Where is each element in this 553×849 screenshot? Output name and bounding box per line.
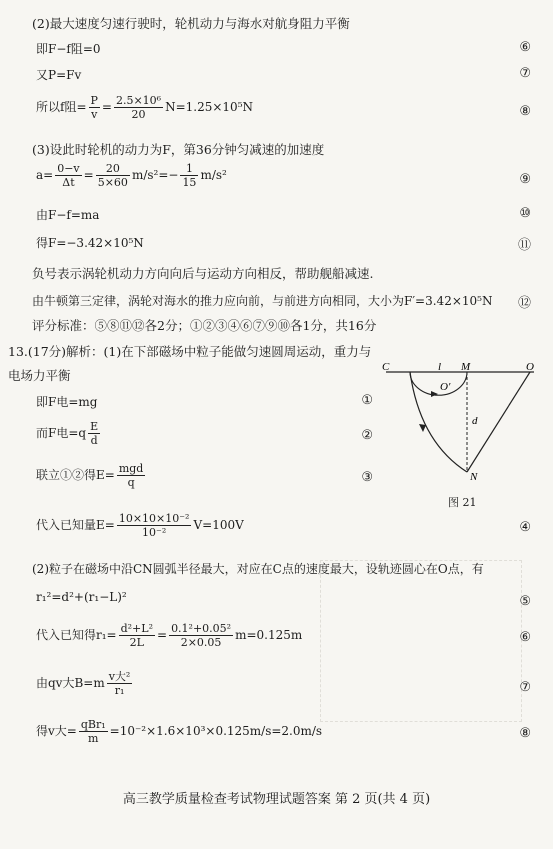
q6-result: m=0.125m: [235, 628, 303, 642]
q-number-5: ⑤: [519, 594, 531, 609]
q-eq-5: r₁²=d²+(r₁−L)²: [36, 590, 127, 604]
fig-label-O: O: [526, 362, 534, 373]
eq-12: 由牛顿第三定律，涡轮对海水的推力应向前，与前进方向相同，大小为F′=3.42×10⁵N: [32, 294, 493, 308]
eq-11: 得F=−3.42×10⁵N: [36, 236, 144, 250]
q3-prefix: 联立①②得E=: [36, 468, 115, 482]
q7-frac: [107, 670, 133, 697]
fig-label-N: N: [470, 471, 478, 483]
q-eq-1: 即F电=mg: [36, 395, 98, 409]
q-eq-4: [36, 512, 244, 539]
large-arc-CN: [410, 372, 467, 472]
q4-result: V=100V: [193, 518, 244, 532]
fig-label-C: C: [382, 362, 390, 373]
q2-prefix: 而F电=q: [36, 426, 87, 440]
eq9-prefix: a=: [36, 168, 54, 182]
q-part2: (2)粒子在磁场中沿CN圆弧半径最大，对应在C点的速度最大，设轨迹圆心在O点，有: [32, 562, 484, 576]
figure-21: [380, 362, 540, 502]
q-eq-8: [36, 718, 322, 745]
q3-num: mgd: [118, 462, 144, 475]
fig-label-Oprime: O′: [440, 381, 451, 393]
eq9-d2: 5×60: [97, 176, 128, 189]
eq-number-6: ⑥: [519, 40, 531, 55]
eq-number-10: ⑩: [519, 206, 531, 221]
eq8-prefix: 所以f阻=: [36, 100, 87, 114]
q8-frac: [79, 718, 108, 745]
q4-num: 10×10×10⁻²: [118, 512, 190, 525]
eq8-num2: 2.5×10⁶: [115, 94, 162, 107]
eq9-d3: 15: [182, 176, 197, 189]
q3-den: q: [127, 476, 135, 489]
q-number-3: ③: [361, 470, 373, 485]
q2-num: E: [90, 420, 99, 433]
q4-frac: [117, 512, 192, 539]
eq8-mid: =: [101, 100, 112, 114]
eq-7: 又P=Fv: [36, 68, 82, 82]
q7-prefix: 由qv大B=m: [36, 676, 105, 690]
q6-frac1: [119, 622, 155, 649]
eq8-frac2: [114, 94, 163, 121]
q-eq-6: 代入已知得r₁= $\frac{\text{d²+L²}}{2L}$ = $\frac{\text{0.1²+0.05²}}{2\times 0.05}$ m=0.125m: [36, 622, 303, 649]
eq-9: a= $\frac{0-v}{\Delta t}$ = $\frac{20}{5\times 60}$ m/s²=− $\frac{1}{15}$ m/s²: [36, 162, 227, 189]
q8-result: =10⁻²×1.6×10³×0.125m/s=2.0m/s: [109, 724, 323, 738]
fig-label-d: d: [472, 415, 478, 427]
eq-number-11: ⑪: [517, 238, 531, 253]
q8-num: qBr₁: [80, 718, 106, 731]
q-eq-2: [36, 420, 102, 447]
eq8-result: N=1.25×10⁵N: [165, 100, 254, 114]
arrow-small-arc: [431, 391, 438, 397]
eq8-den: v: [91, 108, 98, 121]
q-number-1: ①: [361, 393, 373, 408]
q-number-8: ⑧: [519, 726, 531, 741]
eq9-n1: 0−v: [57, 162, 80, 175]
q6-prefix: 代入已知得r₁=: [36, 628, 117, 642]
q6-den2: 2×0.05: [180, 636, 222, 649]
eq-8: [36, 94, 253, 121]
q8-den: m: [88, 732, 99, 745]
eq-10: 由F−f=ma: [36, 208, 100, 222]
eq-number-12: ⑫: [517, 296, 531, 311]
eq8-num: P: [90, 94, 98, 107]
q6-frac2: [169, 622, 233, 649]
q13-line1: 13.(17分)解析：(1)在下部磁场中粒子能做匀速圆周运动，重力与: [8, 344, 372, 359]
arrow-large-arc: [419, 424, 426, 432]
eq9-n3: 1: [180, 162, 198, 176]
figure-caption: 图 21: [448, 496, 477, 509]
eq9-frac1: [55, 162, 81, 189]
q6-den: 2L: [129, 636, 144, 649]
q4-den: 10⁻²: [142, 526, 167, 539]
q-number-4: ④: [519, 520, 531, 535]
eq9-frac3: [180, 162, 198, 189]
eq9-mid: m/s²=−: [131, 168, 179, 182]
eq-number-9: ⑨: [519, 172, 531, 187]
q7-den: r₁: [114, 684, 125, 697]
q7-num: v大²: [108, 670, 131, 683]
part3-heading: (3)设此时轮机的动力为F，第36分钟匀减速的加速度: [32, 142, 325, 157]
small-semicircle: [410, 372, 467, 395]
q-eq-7: [36, 670, 134, 697]
eq9-d1: Δt: [62, 176, 75, 189]
eq9-unit: m/s²: [200, 168, 227, 182]
eq-number-7: ⑦: [519, 66, 531, 81]
eq9-n2: 20: [96, 162, 130, 176]
q2-frac: [88, 420, 100, 447]
eq-number-8: ⑧: [519, 104, 531, 119]
q3-frac: [117, 462, 146, 489]
grading-line: 评分标准：⑤⑧⑪⑫各2分；①②③④⑥⑦⑨⑩各1分，共16分: [32, 318, 377, 333]
q13-line2: 电场力平衡: [8, 368, 71, 383]
negative-note: 负号表示涡轮机动力方向向后与运动方向相反，帮助舰船减速.: [32, 266, 374, 281]
q6-num: d²+L²: [120, 622, 153, 635]
q6-num2: 0.1²+0.05²: [171, 622, 232, 635]
q2-den: d: [90, 434, 98, 447]
part2-heading: (2)最大速度匀速行驶时，轮机动力与海水对航身阻力平衡: [32, 16, 350, 31]
fig-label-M: M: [461, 362, 471, 373]
q-eq-3: [36, 462, 147, 489]
q-number-2: ②: [361, 428, 373, 443]
q-number-7: ⑦: [519, 680, 531, 695]
eq8-den2: 20: [131, 108, 146, 121]
q4-prefix: 代入已知量E=: [36, 518, 115, 532]
fig-label-l: l: [438, 362, 442, 373]
eq-6: 即F−f阻=0: [36, 42, 101, 56]
q8-prefix: 得v大=: [36, 724, 77, 738]
page-footer: 高三教学质量检查考试物理试题答案 第 2 页(共 4 页): [122, 792, 431, 807]
eq9-frac2: [96, 162, 130, 189]
eq8-frac1: [89, 94, 100, 121]
q-number-6: ⑥: [519, 630, 531, 645]
bleed-through-grid: [320, 560, 522, 722]
